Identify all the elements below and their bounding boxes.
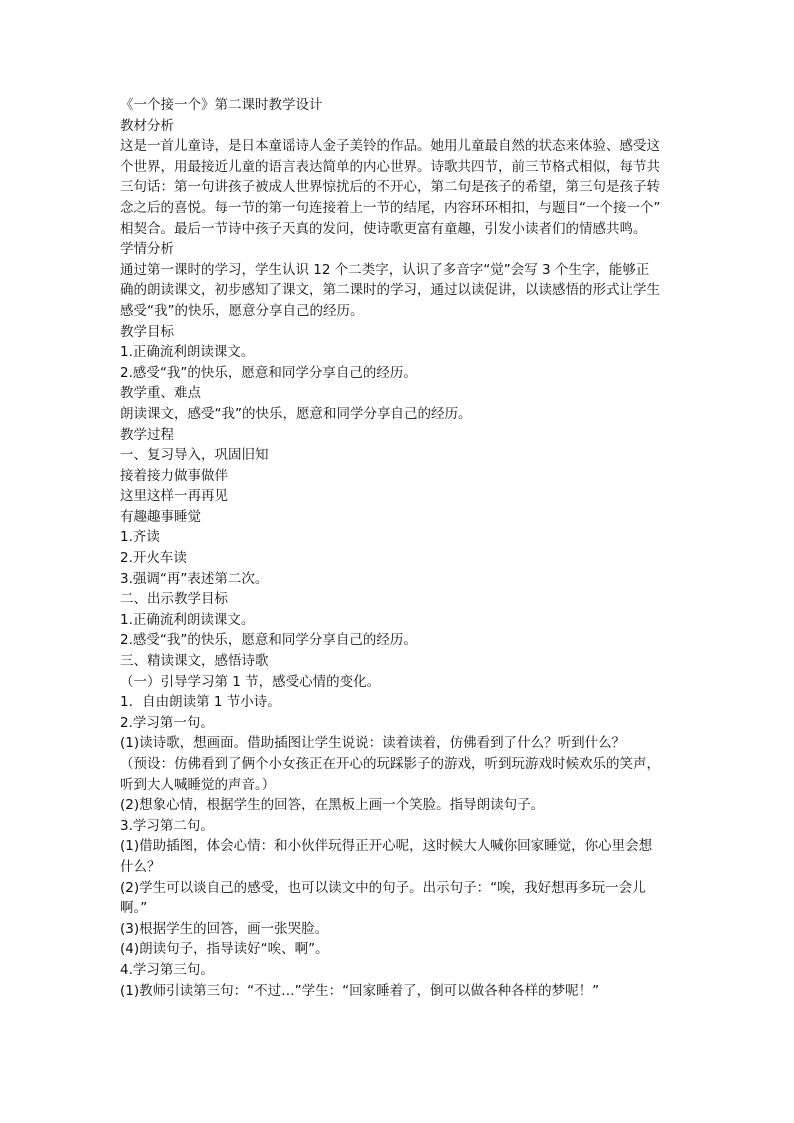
list-item: (1)教师引读第三句：“不过…”学生：“回家睡着了，倒可以做各种各样的梦呢！” <box>120 982 600 999</box>
section-heading-student-analysis: 学情分析 <box>120 241 174 258</box>
subsection-heading: 三、精读课文，感悟诗歌 <box>120 653 269 670</box>
list-item: 1.齐读 <box>120 529 160 546</box>
list-item: 3.强调“再”表述第二次。 <box>120 570 269 587</box>
paragraph-line: 朗读课文，感受“我”的快乐，愿意和同学分享自己的经历。 <box>120 405 472 422</box>
section-heading-teaching-process: 教学过程 <box>120 426 174 443</box>
list-item: 2.感受“我”的快乐，愿意和同学分享自己的经历。 <box>120 632 417 649</box>
document-title: 《一个接一个》第二课时教学设计 <box>120 97 323 113</box>
list-item: (1)读诗歌，想画面。借助插图让学生说说：读着读着，仿佛看到了什么？听到什么？ <box>120 735 626 752</box>
list-item: 1.正确流利朗读课文。 <box>120 344 255 361</box>
list-item: (3)根据学生的回答，画一张哭脸。 <box>120 920 329 937</box>
word-list-line: 有趣趣事睡觉 <box>120 508 201 525</box>
word-list-line: 这里这样一再再见 <box>120 488 228 505</box>
list-item: 1.正确流利朗读课文。 <box>120 611 255 628</box>
paragraph-line: 三句话：第一句讲孩子被成人世界惊扰后的不开心，第二句是孩子的希望，第三句是孩子转 <box>120 179 660 196</box>
paragraph-line: 相契合。最后一节诗中孩子天真的发问，使诗歌更富有童趣，引发小读者们的情感共鸣。 <box>120 220 647 237</box>
list-item: (4)朗读句子，指导读好“唉、啊”。 <box>120 941 329 958</box>
list-item: 2.感受“我”的快乐，愿意和同学分享自己的经历。 <box>120 364 417 381</box>
paragraph-line: 啊。” <box>120 900 148 917</box>
list-item: 3.学习第二句。 <box>120 817 214 834</box>
paragraph-line: 个世界，用最接近儿童的语言表达简单的内心世界。诗歌共四节，前三节格式相似，每节共 <box>120 158 660 175</box>
paragraph-line: 听到大人喊睡觉的声音。） <box>120 776 276 793</box>
paragraph-line: 什么？ <box>120 858 161 875</box>
paragraph-line: 确的朗读课文，初步感知了课文，第二课时的学习，通过以读促讲，以读感悟的形式让学生 <box>120 282 660 299</box>
list-item: 1．自由朗读第 1 节小诗。 <box>120 694 281 711</box>
word-list-line: 接着接力做事做伴 <box>120 467 228 484</box>
list-item: 4.学习第三句。 <box>120 961 214 978</box>
list-item: (1)借助插图，体会心情：和小伙伴玩得正开心呢，这时候大人喊你回家睡觉，你心里会想 <box>120 838 653 855</box>
list-item: (2)学生可以谈自己的感受，也可以读文中的句子。出示句子：“唉，我好想再多玩一会儿 <box>120 879 646 896</box>
subsection-heading: 一、复习导入，巩固旧知 <box>120 447 269 464</box>
paragraph-line: 感受“我”的快乐，愿意分享自己的经历。 <box>120 302 364 319</box>
paragraph-line: （预设：仿佛看到了俩个小女孩正在开心的玩踩影子的游戏，听到玩游戏时候欢乐的笑声， <box>120 756 660 772</box>
section-heading-textbook-analysis: 教材分析 <box>120 117 174 134</box>
document-page <box>120 95 680 1001</box>
section-heading-key-points: 教学重、难点 <box>120 385 201 402</box>
list-item: 2.学习第一句。 <box>120 714 214 731</box>
paragraph-line: 念之后的喜悦。每一节的第一句连接着上一节的结尾，内容环环相扣，与题目“一个接一个” <box>120 199 661 216</box>
paragraph-line: 这是一首儿童诗，是日本童谣诗人金子美铃的作品。她用儿童最自然的状态来体验、感受这 <box>120 138 660 155</box>
paragraph-line: 通过第一课时的学习，学生认识 12 个二类字，认识了多音字“觉”会写 3 个生字，能够正 <box>120 261 650 278</box>
section-heading-teaching-goals: 教学目标 <box>120 323 174 340</box>
list-item: (2)想象心情，根据学生的回答，在黑板上画一个笑脸。指导朗读句子。 <box>120 797 545 814</box>
subsection-heading: （一）引导学习第 1 节，感受心情的变化。 <box>120 673 381 690</box>
subsection-heading: 二、出示教学目标 <box>120 591 228 608</box>
list-item: 2.开火车读 <box>120 550 187 567</box>
